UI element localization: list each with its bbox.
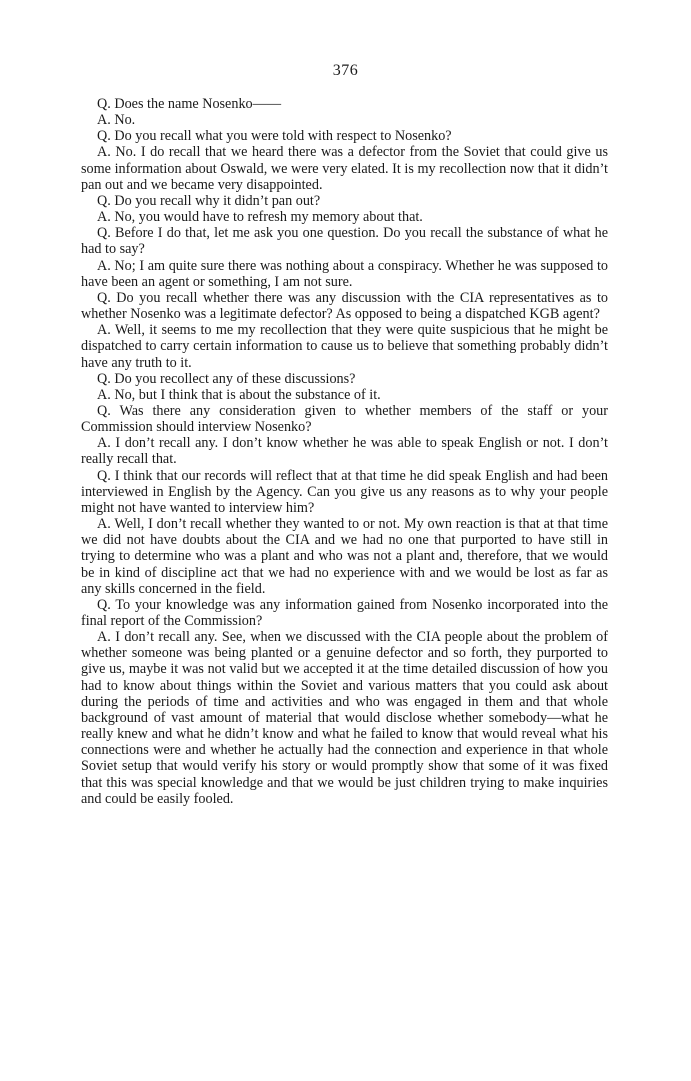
question-paragraph: Q. Before I do that, let me ask you one question. Do you recall the substance of what he had to say? [81,225,608,258]
question-paragraph: Q. Do you recall whether there was any discussion with the CIA representatives as to whether Nosenko was a legitimate defector? As opposed to being a dispatched KGB agent? [81,289,608,323]
question-paragraph: Q. I think that our records will reflect that at that time he did speak English and had been interviewed in English by the Agency. Can you give us any reasons as to why your people might not have wanted to interview him? [81,467,608,516]
question-paragraph: Q. To your knowledge was any information gained from Nosenko incorporated into the final report of the Commission? [81,596,608,629]
answer-paragraph: A. No; I am quite sure there was nothing about a conspiracy. Whether he was supposed to have been an agent or something, I am not sure. [81,257,608,290]
answer-paragraph: A. No, you would have to refresh my memory about that. [97,209,423,226]
question-paragraph: Q. Was there any consideration given to whether members of the staff or your Commission should interview Nosenko? [81,402,608,436]
answer-paragraph: A. Well, it seems to me my recollection that they were quite suspicious that he might be dispatched to carry certain information to cause us to believe that something probably didn’t have any truth to it. [81,322,608,371]
answer-paragraph: A. Well, I don’t recall whether they wanted to or not. My own reaction is that at that time we did not have doubts about the CIA and we had no one that purported to have still in trying to determine who was a plant and who was not a plant and, therefore, that we would be in kind of discipline act that we had no experience with and we would be lost as far as any skills concerned in the field. [81,516,608,597]
question-paragraph: Q. Do you recall what you were told with respect to Nosenko? [97,128,452,145]
answer-paragraph: A. No, but I think that is about the substance of it. [97,386,381,403]
page-number: 376 [332,62,359,79]
question-paragraph: Q. Does the name Nosenko—— [97,96,282,112]
answer-paragraph: A. I don’t recall any. I don’t know whether he was able to speak English or not. I don’t really recall that. [81,435,608,468]
answer-paragraph: A. No. I do recall that we heard there was a defector from the Soviet that could give us some information about Oswald, we were very elated. It is my recollection now that it didn’t pan out and we became very disappointed. [81,144,608,193]
answer-paragraph: A. I don’t recall any. See, when we discussed with the CIA people about the problem of whether someone was being planted or a genuine defector and so forth, they purported to give us, maybe it was not valid but we accepted it at the time detailed discussion of how you had to know about things within the Soviet and various matters that you could ask about during the periods of time and activities and who was engaged in them and that whole background of vast amount of material that would disclose whether somebody—what he really knew and what he didn’t know and what he failed to know that would reveal what his connections were and whether he actually had the connection and experience in that whole Soviet setup that would verify his story or would promptly show that some of it was fixed that this was special knowledge and that we would be just children trying to make inquiries and could be easily fooled. [81,629,608,807]
question-paragraph: Q. Do you recollect any of these discussions? [97,370,356,387]
question-paragraph: Q. Do you recall why it didn’t pan out? [97,192,321,209]
answer-paragraph: A. No. [97,112,136,129]
transcript-body [81,96,608,807]
